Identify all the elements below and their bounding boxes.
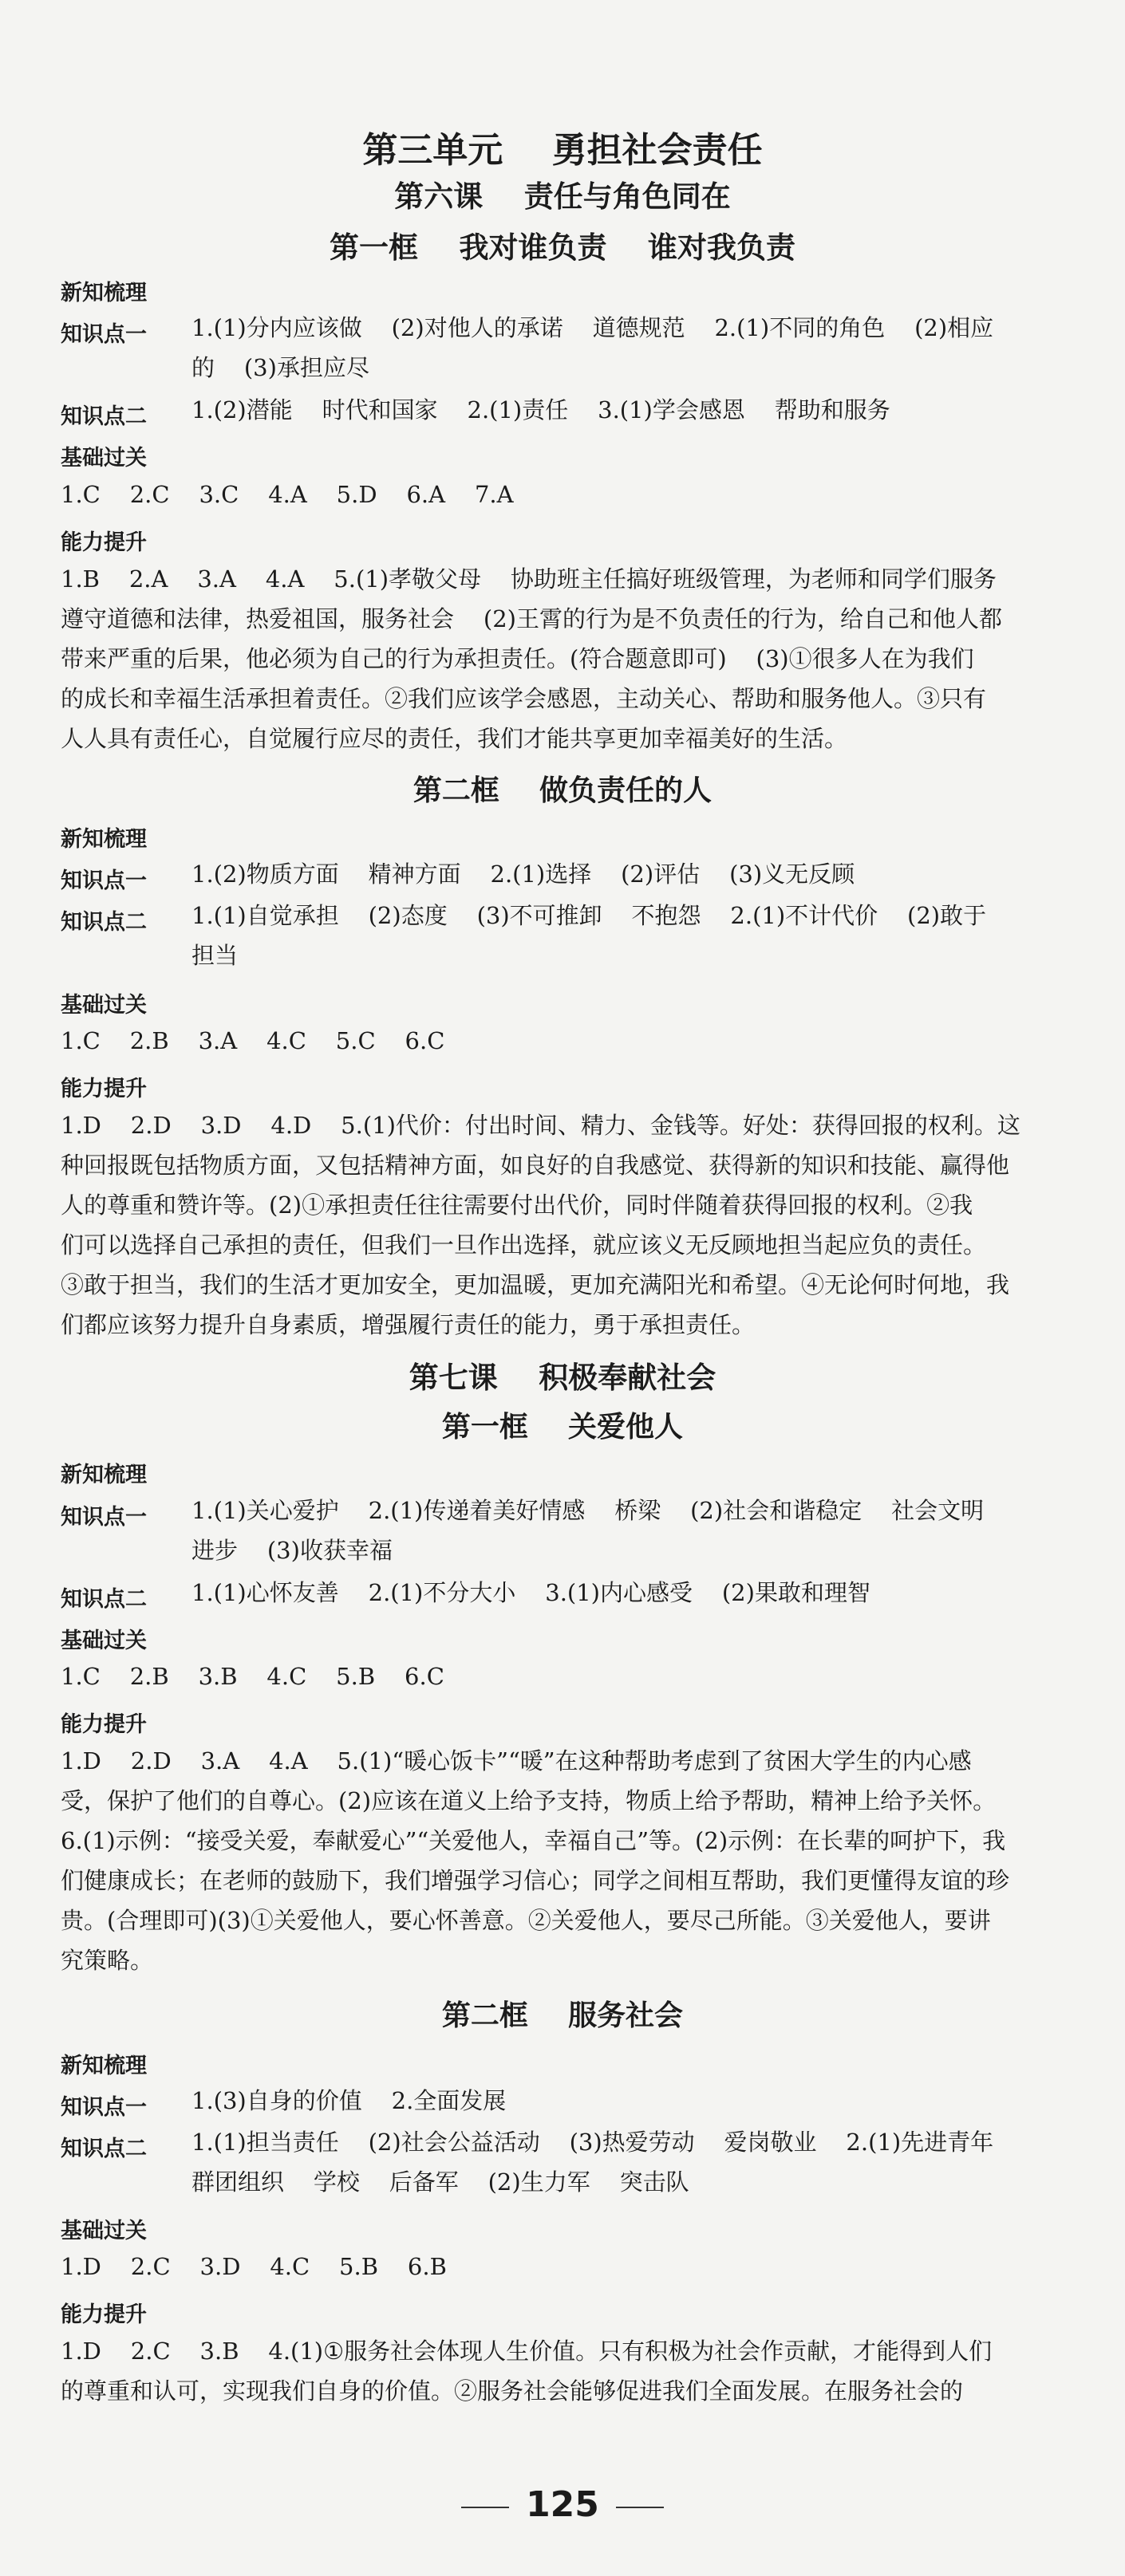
- answer-line: 遵守道德和法律，热爱祖国，服务社会 (2)王霄的行为是不负责任的行为，给自己和他人都: [61, 605, 1002, 632]
- section-xinzhi: 新知梳理: [61, 1463, 147, 1487]
- answer-line: 1.(2)物质方面 精神方面 2.(1)选择 (2)评估 (3)义无反顾: [191, 861, 855, 888]
- answer-line: 1.(1)关心爱护 2.(1)传递着美好情感 桥梁 (2)社会和谐稳定 社会文明: [191, 1497, 985, 1524]
- answer-line: 的成长和幸福生活承担着责任。②我们应该学会感恩，主动关心、帮助和服务他人。③只有: [61, 685, 987, 712]
- answer-line: 1.D 2.D 3.A 4.A 5.(1)“暖心饭卡”“暖”在这种帮助考虑到了贫困大学生的内心感: [61, 1747, 972, 1774]
- section-xinzhi: 新知梳理: [61, 2054, 147, 2078]
- answer-line: 1.(1)自觉承担 (2)态度 (3)不可推卸 不抱怨 2.(1)不计代价 (2)敢于: [191, 902, 987, 929]
- section-nengli: 能力提升: [61, 1712, 147, 1737]
- answer-line: 1.C 2.C 3.C 4.A 5.D 6.A 7.A: [61, 481, 514, 508]
- label-zsd1: 知识点一: [61, 322, 147, 347]
- answer-line: 的尊重和认可，实现我们自身的价值。②服务社会能够促进我们全面发展。在服务社会的: [61, 2377, 964, 2405]
- answer-line: 1.D 2.C 3.B 4.(1)①服务社会体现人生价值。只有积极为社会作贡献，才能得到人们: [61, 2338, 993, 2365]
- answer-line: 1.(1)担当责任 (2)社会公益活动 (3)热爱劳动 爱岗敬业 2.(1)先进青年: [191, 2129, 994, 2156]
- answer-line: 群团组织 学校 后备军 (2)生力军 突击队: [191, 2168, 689, 2196]
- section-jichu: 基础过关: [61, 446, 147, 471]
- section-xinzhi: 新知梳理: [61, 281, 147, 305]
- answer-line: 1.C 2.B 3.B 4.C 5.B 6.C: [61, 1663, 444, 1690]
- section-jichu: 基础过关: [61, 993, 147, 1018]
- answer-line: 种回报既包括物质方面，又包括精神方面，如良好的自我感觉、获得新的知识和技能、赢得他: [61, 1152, 1010, 1179]
- section-jichu: 基础过关: [61, 2219, 147, 2243]
- label-zsd2: 知识点二: [61, 910, 147, 935]
- answer-line: 带来严重的后果，他必须为自己的行为承担责任。(符合题意即可) (3)①很多人在为我们: [61, 645, 974, 672]
- lesson-6-frame-2-title: 第二框 做负责任的人: [412, 774, 712, 807]
- answer-line: 们可以选择自己承担的责任，但我们一旦作出选择，就应该义无反顾地担当起应负的责任。: [61, 1231, 987, 1258]
- section-jichu: 基础过关: [61, 1629, 147, 1653]
- answer-line: 们都应该努力提升自身素质，增强履行责任的能力，勇于承担责任。: [61, 1311, 756, 1338]
- answer-line: 人的尊重和赞许等。(2)①承担责任往往需要付出代价，同时伴随着获得回报的权利。②我: [61, 1191, 973, 1219]
- label-zsd1: 知识点一: [61, 1505, 147, 1530]
- answer-line: 6.(1)示例：“接受关爱，奉献爱心”“关爱他人，幸福自己”等。(2)示例：在长辈的呵护下，我: [61, 1827, 1006, 1854]
- answer-line: 1.B 2.A 3.A 4.A 5.(1)孝敬父母 协助班主任搞好班级管理，为老师和同学们服务: [61, 565, 997, 593]
- answer-line: 1.D 2.D 3.D 4.D 5.(1)代价：付出时间、精力、金钱等。好处：获得回报的权利。这: [61, 1112, 1020, 1139]
- answer-line: 1.D 2.C 3.D 4.C 5.B 6.B: [61, 2253, 447, 2280]
- section-nengli: 能力提升: [61, 2302, 147, 2327]
- label-zsd2: 知识点二: [61, 404, 147, 429]
- section-xinzhi: 新知梳理: [61, 827, 147, 852]
- label-zsd2: 知识点二: [61, 2137, 147, 2161]
- answer-line: 究策略。: [61, 1947, 154, 1974]
- answer-line: 1.(1)分内应该做 (2)对他人的承诺 道德规范 2.(1)不同的角色 (2)相应: [191, 314, 994, 341]
- section-nengli: 能力提升: [61, 1077, 147, 1101]
- lesson-6-title: 第六课 责任与角色同在: [394, 179, 731, 214]
- answer-line: 担当: [191, 942, 239, 969]
- answer-line: 的 (3)承担应尽: [191, 354, 369, 381]
- label-zsd1: 知识点一: [61, 869, 147, 893]
- unit-title: 第三单元 勇担社会责任: [362, 130, 763, 171]
- section-nengli: 能力提升: [61, 530, 147, 555]
- answer-line: 1.(3)自身的价值 2.全面发展: [191, 2087, 507, 2114]
- page-number-right-rule: [616, 2507, 664, 2508]
- lesson-6-frame-1-title: 第一框 我对谁负责 谁对我负责: [329, 230, 796, 265]
- answer-line: 受，保护了他们的自尊心。(2)应该在道义上给予支持，物质上给予帮助，精神上给予关怀。: [61, 1787, 997, 1814]
- label-zsd2: 知识点二: [61, 1587, 147, 1612]
- answer-line: 人人具有责任心，自觉履行应尽的责任，我们才能共享更加幸福美好的生活。: [61, 725, 848, 752]
- answer-line: 1.C 2.B 3.A 4.C 5.C 6.C: [61, 1027, 445, 1054]
- answer-line: 们健康成长；在老师的鼓励下，我们增强学习信心；同学之间相互帮助，我们更懂得友谊的珍: [61, 1867, 1010, 1894]
- page-number: 125: [526, 2484, 599, 2525]
- answer-line: ③敢于担当，我们的生活才更加安全，更加温暖，更加充满阳光和希望。④无论何时何地，我: [61, 1271, 1010, 1298]
- answer-line: 1.(1)心怀友善 2.(1)不分大小 3.(1)内心感受 (2)果敢和理智: [191, 1579, 870, 1606]
- label-zsd1: 知识点一: [61, 2095, 147, 2120]
- lesson-7-frame-1-title: 第一框 关爱他人: [441, 1411, 684, 1444]
- answer-line: 进步 (3)收获幸福: [191, 1537, 393, 1564]
- lesson-7-frame-2-title: 第二框 服务社会: [441, 1999, 684, 2032]
- answer-line: 贵。(合理即可)(3)①关爱他人，要心怀善意。②关爱他人，要尽己所能。③关爱他人，要讲: [61, 1907, 991, 1934]
- lesson-7-title: 第七课 积极奉献社会: [409, 1361, 716, 1395]
- answer-line: 1.(2)潜能 时代和国家 2.(1)责任 3.(1)学会感恩 帮助和服务: [191, 396, 890, 423]
